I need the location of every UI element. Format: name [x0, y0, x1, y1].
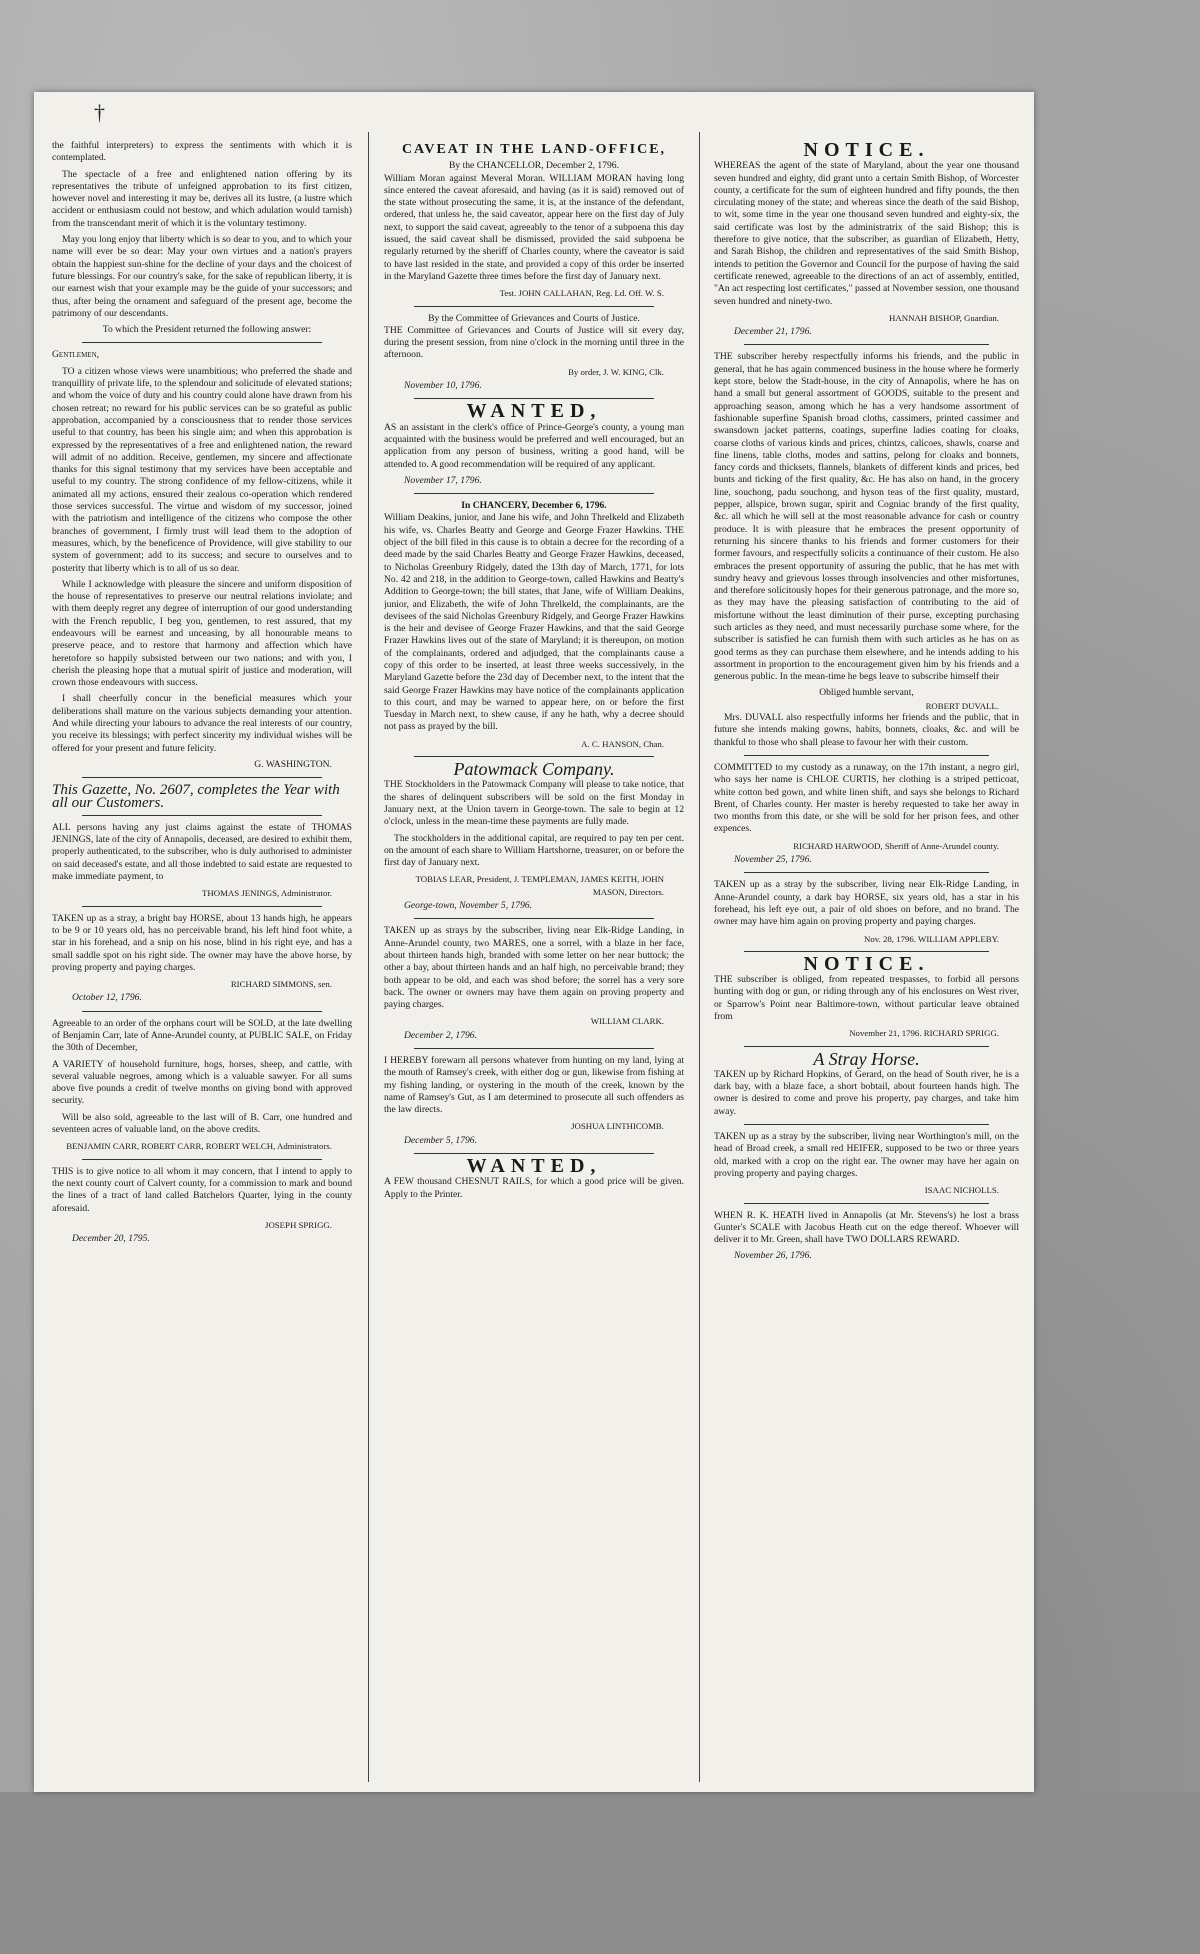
divider [82, 815, 322, 816]
answer-intro: To which the President returned the following answer: [102, 324, 312, 336]
ad-signature: HANNAH BISHOP, Guardian. [889, 312, 999, 323]
grievances-text: THE Committee of Grievances and Courts of Justice will sit every day, during the present session, from nine o'clock in the morning until three in the afternoon. [384, 324, 684, 361]
ad-heath: WHEN R. K. HEATH lived in Annapolis (at Mr. Stevens's) he lost a brass Gunter's SCALE with Jacobus Heath cut on the edge thereof. Whoever will deliver it to Mr. Green, shall have TWO DOLLARS REWARD. [714, 1209, 1019, 1246]
divider [414, 306, 654, 307]
ad-date: October 12, 1796. [72, 992, 142, 1004]
chancery-heading: In CHANCERY, December 6, 1796. [461, 500, 607, 512]
answer-text: TO a citizen whose views were unambitious; who preferred the shade and tranquillity of private life, to the splendour and solicitude of elevated stations; and whom the voice of duty and his country could alone have drawn from his chosen retreat; no reward for his public services can be so grateful as public approbation, accompanied by a consciousness that to render those services useful to that country, has been his single aim; and when this approbation is expressed by the representatives of a free and enlightened nation, the reward will admit of no addition. Receive, gentlemen, my sincere and affectionate thanks for this signal testimony that my services have been acceptable and useful to my country. The strong confidence of my fellow-citizens, while it animated all my actions, ensured their zealous co-operation which rendered those services successful. The virtue and wisdom of my successor, joined with the patriotism and intelligence of the citizens who compose the other branches of government, I firmly trust will lead them to the adoption of measures, which, by the beneficence of Providence, will give stability to our system of government; add to its success; and secure to ourselves and to posterity that liberty which is to all of us so dear. [52, 365, 352, 574]
divider [744, 951, 989, 952]
divider [414, 493, 654, 494]
ad-signature: RICHARD SIMMONS, sen. [230, 979, 332, 990]
signature: G. WASHINGTON. [254, 758, 332, 770]
ad-signature: ROBERT DUVALL. [925, 700, 999, 711]
divider [414, 756, 654, 757]
ad-date: December 21, 1796. [734, 326, 812, 338]
ad-signature: JOSHUA LINTHICOMB. [571, 1121, 664, 1132]
ad-sprigg: THIS is to give notice to all whom it may concern, that I intend to apply to the next county court of Calvert county, for a commission to mark and bound the lines of a tract of land called Batchelors Quarter, lying in the county aforesaid. [52, 1165, 352, 1214]
scan-margin-bottom [0, 1792, 1200, 1954]
column-1 [52, 140, 352, 1780]
chancery-text: William Deakins, junior, and Jane his wife, and John Threlkeld and Elizabeth his wife, vs. Charles Beatty and George and George Frazer Hawkins. THE object of the bill filed in this cause is to obtain a decree for the recording of a deed made by the said Charles Beatty and George Frazer Hawkins, deceased, to Nicholas Greenbury Ridgely, dated the 13th day of March, 1771, for lots No. 42 and 218, in the addition to George-town, called Hawkins and Beatty's Addition to George-town; the bill states, that Jane, wife of William Deakins, junior, and Elizabeth, the wife of John Threlkeld, the complainants, are the devisees of the said Nicholas Greenbury Ridgely, and George Frazer Hawkins is the heir and devisee of George Frazer Hawkins, and that the said George Frazer Hawkins lives out of the state of Maryland; it is thereupon, on motion of the complainants, ordered and adjudged, that the complainants cause a copy of this order to be inserted, at least three weeks successively, in the Maryland Gazette before the 23d day of December next, to the intent that the said George Frazer Hawkins may have notice of the complainants application to this court, and may be warned to appear here, on or before the first Tuesday in March next, to shew cause, if any he hath, why a decree should not pass as prayed by the bill. [384, 512, 684, 733]
ad-harwood: COMMITTED to my custody as a runaway, on the 17th instant, a negro girl, who says her name is CHLOE CURTIS, her clothing is a striped petticoat, white cotton bed gown, and white linen shift, and says she belongs to Richard Brent, of Charles county. Her master is hereby requested to take her away in two months from this date, or she will be sold for her prison fees, and other expences. [714, 761, 1019, 835]
divider [744, 1046, 989, 1047]
grievances-heading: By the Committee of Grievances and Courts of Justice. [428, 312, 640, 324]
ad-signature: BENJAMIN CARR, ROBERT CARR, ROBERT WELCH, Administrators. [66, 1141, 332, 1152]
notice-heading: NOTICE. [803, 952, 930, 975]
caveat-subheading: By the CHANCELLOR, December 2, 1796. [449, 160, 619, 172]
notice-heading: NOTICE. [803, 140, 930, 161]
divider [744, 755, 989, 756]
salutation: Gentlemen, [52, 349, 100, 361]
ad-signature: WILLIAM CLARK. [590, 1016, 664, 1027]
ad-clark: TAKEN up as strays by the subscriber, living near Elk-Ridge Landing, in Anne-Arundel county, two MARES, one a sorrel, with a blaze in her face, about thirteen hands high, branded with some letter on her near buttock; the other a bay, about thirteen hands and an half high, no perceivable brand; they both appear to be old, and each was shod before; the sorrel has a very sore back. The owner or owners may have them again on proving property and paying charges. [384, 925, 684, 1011]
folio-mark: † [94, 100, 105, 125]
answer-text: I shall cheerfully concur in the beneficial measures which your deliberations shall mature on the various subjects demanding your attention. And while directing your labours to advance the real interests of our country, you receive its blessings; with perfect sincerity my individual wishes will be offered for your present and future felicity. [52, 693, 352, 754]
patowmack-text: The stockholders in the additional capital, are required to pay ten per cent. on the amount of each share to William Hartshorne, treasurer, on or before the first day of January next. [384, 832, 684, 869]
caveat-heading: CAVEAT IN THE LAND-OFFICE, [401, 142, 667, 157]
caveat-text: William Moran against Meveral Moran. WILLIAM MORAN having long since entered the caveat aforesaid, and having (as it is said) removed out of the state without prosecuting the same, it is, at the instance of the defendant, ordered, that unless he, the said caveator, appear here on the first day of July next, to support the said caveat, agreeably to the tenor of a subpoena this day issued, the said caveat shall be dismissed, provided the said subpoena be regularly returned by the sheriff of Charles county, where the caveator is said to have last resided in the state, and provided a copy of this order be inserted in the Maryland Gazette three times before the first day of January next. [384, 172, 684, 282]
answer-text: While I acknowledge with pleasure the sincere and uniform disposition of the house of representatives to preserve our neutral relations inviolate; and with them deeply regret any degree of interruption of our good understanding with the French republic, I beg you, gentlemen, to rest assured, that my endeavours will be earnest and unceasing, by all honourable means to preserve peace, and to restore that harmony and affection which have heretofore so happily subsisted between our two nations; and with you, I cherish the pleasing hope that a mutual spirit of justice and moderation, will crown those endeavours with success. [52, 578, 352, 689]
divider [82, 777, 322, 778]
divider [82, 1159, 322, 1160]
address-text: the faithful interpreters) to express the sentiments with which it is contemplated. [52, 140, 352, 164]
address-text: May you long enjoy that liberty which is so dear to you, and to which your name will ever be so dear: May your own virtues and a nation's prayers obtain the happiest sun-shine for the decline of your days and the choicest of future blessings. For our country's sake, for the sake of republican liberty, it is our earnest wish that your example may be the guide of your successors; and thus, after being the ornament and safeguard of the present age, become the patrimony of our descendants. [52, 234, 352, 319]
divider [414, 1048, 654, 1049]
ad-date: November 25, 1796. [734, 854, 812, 866]
divider [414, 398, 654, 399]
ad-date: December 20, 1795. [72, 1233, 150, 1245]
ad-linthicomb: I HEREBY forewarn all persons whatever from hunting on my land, lying at the mouth of Ramsey's creek, with either dog or gun, likewise from fishing at my fishing landing, or oystering in the mouth of the creek, known by the name of Ramsey's Gut, as I am determined to prosecute all such offenders as the law directs. [384, 1055, 684, 1116]
wanted-text: AS an assistant in the clerk's office of Prince-George's county, a young man acquainted with the business would be preferred and well encouraged, but an application from any person of business, writing a good hand, will be attended to. A good recommendation will be required of any applicant. [384, 421, 684, 470]
patowmack-text: THE Stockholders in the Patowmack Company will please to take notice, that the shares of delinquent subscribers will be sold on the first Monday in January next, at the Union tavern in George-town. The sale to begin at 12 o'clock, unless in the mean-time these payments are fully made. [384, 779, 684, 828]
ad-date: December 2, 1796. [404, 1029, 477, 1041]
newspaper-page [34, 92, 1034, 1792]
divider [414, 918, 654, 919]
stray-heading: A Stray Horse. [813, 1048, 920, 1069]
ad-closing: Obliged humble servant, [819, 687, 914, 699]
divider [414, 1153, 654, 1154]
ad-duvall: THE subscriber hereby respectfully informs his friends, and the public in general, that he has again commenced business in the house where he formerly kept store, below the Stadt-house, in the city of Annapolis, where he has on hand a small but general assortment of GOODS, suitable to the present and approaching season, among which he has a very handsome assortment of fashionable superfine Spanish broad cloths, cassimers, printed cassimer and swansdown jacket patterns, coatings, superfine ladies coating for cloaks, coarse cloths of various kinds and prices, chintzs, calicoes, shawls, coarse and fine linens, table cloths, modes and sattins, pelong for cloaks and bonnets, fancy cords and thicksets, flannels, blankets of different kinds and prices, bed bunts and ticking of the first quality, &c. He has also on hand, in the grocery line, souchong, padu souchong, and hyson teas of the first quality, mustard, pepper, allspice, brown sugar, spirit and Cogniac brandy of the first quality, &c. all which he will sell at the most reasonable advance for cash or country produce. It is with pleasure that he embraces the present opportunity of returning his sincere thanks to his friends and former customers for their former favours, and respectfully solicits a continuance of their custom. He also embraces the present opportunity of assuring the public, that he has met with sundry heavy and grievous losses through insolvencies and other misfortunes, and therefore solicitously hopes for their generous patronage, and the more so, as they may have the pleasing satisfaction of contributing to the aid of misfortune without the least diminution of their purse, excepting purchasing such articles as they need, and must necessarily purchase some where, for the subscriber is satisfied he can furnish them with such articles as he has on as good terms as they can purchase them elsewhere, and he intends adding to his assortment in proportion to the encouragement given him by his friends and a generous public. In the mean-time he begs leave to subscribe himself their [714, 351, 1019, 683]
column-2 [384, 140, 684, 1780]
ad-carr: A VARIETY of household furniture, hogs, horses, sheep, and cattle, with several valuable negroes, among which is a valuable sawyer. For all sums above five pounds a credit of twelve months on giving bond with approved security. [52, 1058, 352, 1107]
divider [82, 906, 322, 907]
wanted-heading: WANTED, [466, 400, 602, 423]
ad-signature: THOMAS JENINGS, Administrator. [201, 888, 332, 899]
gazette-notice: This Gazette, No. 2607, completes the Year with all our Customers. [52, 782, 340, 811]
ad-signature: ISAAC NICHOLLS. [924, 1185, 999, 1196]
ad-carr: Will be also sold, agreeable to the last will of B. Carr, one hundred and seventeen acres of valuable land, on the above credits. [52, 1111, 352, 1136]
divider [744, 872, 989, 873]
divider [744, 344, 989, 345]
divider [744, 1124, 989, 1125]
ad-appleby: TAKEN up as a stray by the subscriber, living near Elk-Ridge Landing, in Anne-Arundel county, a dark bay HORSE, six years old, has a star in his forehead, his left eye out, a pair of old shoes on before, and no brand. The owner may have him again on proving property and paying charges. [714, 879, 1019, 928]
address-text: The spectacle of a free and enlightened nation offering by its representatives the tribute of unfeigned approbation to its first citizen, however novel and interesting it may be, derives all its lustre, (a lustre which accident or enthusiasm could not bestow, and which adulation would tarnish) from the transcendant merit of which it is the voluntary testimony. [52, 168, 352, 229]
ad-jenings: ALL persons having any just claims against the estate of THOMAS JENINGS, late of the city of Annapolis, deceased, are desired to exhibit them, properly authenticated, to the subscriber, who is duly authorised to administer on said deceased's estate, and all those indebted to said estate are requested to make immediate payment, to [52, 821, 352, 883]
wanted-heading: WANTED, [466, 1155, 602, 1178]
divider [82, 1011, 322, 1012]
ad-date: December 5, 1796. [404, 1134, 477, 1146]
ad-nicholls: TAKEN up as a stray by the subscriber, living near Worthington's mill, on the head of Broad creek, a small red HEIFER, supposed to be two or three years old, marked with a crop on the right ear. The owner may have her again on proving property and paying charges. [714, 1131, 1019, 1179]
ad-carr: Agreeable to an order of the orphans court will be SOLD, at the late dwelling of Benjamin Carr, late of Anne-Arundel county, at PUBLIC SALE, on Friday the 30th of December, [52, 1017, 352, 1054]
ad-signature: Nov. 28, 1796. WILLIAM APPLEBY. [864, 933, 999, 944]
divider [82, 342, 322, 343]
ad-signature: Test. JOHN CALLAHAN, Reg. Ld. Off. W. S. [499, 288, 664, 299]
divider [744, 1203, 989, 1204]
ad-signature: RICHARD HARWOOD, Sheriff of Anne-Arundel county. [793, 840, 999, 851]
patowmack-heading: Patowmack Company. [453, 759, 615, 780]
notice-text: WHEREAS the agent of the state of Maryland, about the year one thousand seven hundred and eighty, did grant unto a certain Smith Bishop, of Worcester county, a certificate for the sum of eighteen hundred and fifty pounds, the then circulating money of the state; and whereas since the death of the said Bishop, to wit, some time in the year one thousand seven hundred and eighty-six, the said certificate was lost by the administratrix of the said Bishop; this is therefore to give notice, that the subscriber, as guardian of Elizabeth, Hetty, and Sarah Bishop, the children and representatives of the said Smith Bishop, intends to petition the Governor and Council for the purpose of having the said certificate renewed, agreeable to the directions of an act of assembly, entitled, "An act respecting lost certificates," passed at November session, one thousand seven hundred and ninety-two. [714, 160, 1019, 307]
ad-signature: JOSEPH SPRIGG. [265, 1219, 332, 1230]
ad-date: November 26, 1796. [734, 1250, 812, 1262]
ad-signature: A. C. HANSON, Chan. [581, 738, 664, 749]
ad-duvall: Mrs. DUVALL also respectfully informs her friends and the public, that in future she intends making gowns, habits, bonnets, cloaks, &c. and will be thankful to those who shall please to favour her with their custom. [714, 712, 1019, 748]
column-separator [699, 132, 700, 1782]
ad-date: November 10, 1796. [404, 380, 482, 392]
ad-date: George-town, November 5, 1796. [404, 900, 533, 912]
ad-stray: TAKEN up by Richard Hopkins, of Gerard, on the head of South river, he is a dark bay, with a blaze face, a short bobtail, about fourteen hands high. The owner is desired to come and prove his property, pay charges, and take him away. [714, 1068, 1019, 1117]
ad-signature: By order, J. W. KING, Clk. [568, 366, 664, 377]
ad-date: November 17, 1796. [404, 474, 482, 486]
column-separator [368, 132, 369, 1782]
ad-horse: TAKEN up as a stray, a bright bay HORSE, about 13 hands high, he appears to be 9 or 10 years old, has no perceivable brand, his left hind foot white, a star in his forehead, and a snip on his nose, blind in his right eye, and has a small saddle spot on his right side. The owner may have the above horse, by proving property and paying charges. [52, 912, 352, 973]
ad-signature: TOBIAS LEAR, President, J. TEMPLEMAN, JAMES KEITH, JOHN MASON, Directors. [415, 874, 664, 897]
wanted-text: A FEW thousand CHESNUT RAILS, for which a good price will be given. Apply to the Printer. [384, 1176, 684, 1200]
ad-signature: November 21, 1796. RICHARD SPRIGG. [849, 1028, 999, 1039]
notice-text: THE subscriber is obliged, from repeated trespasses, to forbid all persons hunting with dog or gun, or riding through any of his enclosures on West river, or Sparrow's Point near Baltimore-town, without particular leave obtained from [714, 974, 1019, 1022]
column-3 [714, 140, 1019, 1780]
